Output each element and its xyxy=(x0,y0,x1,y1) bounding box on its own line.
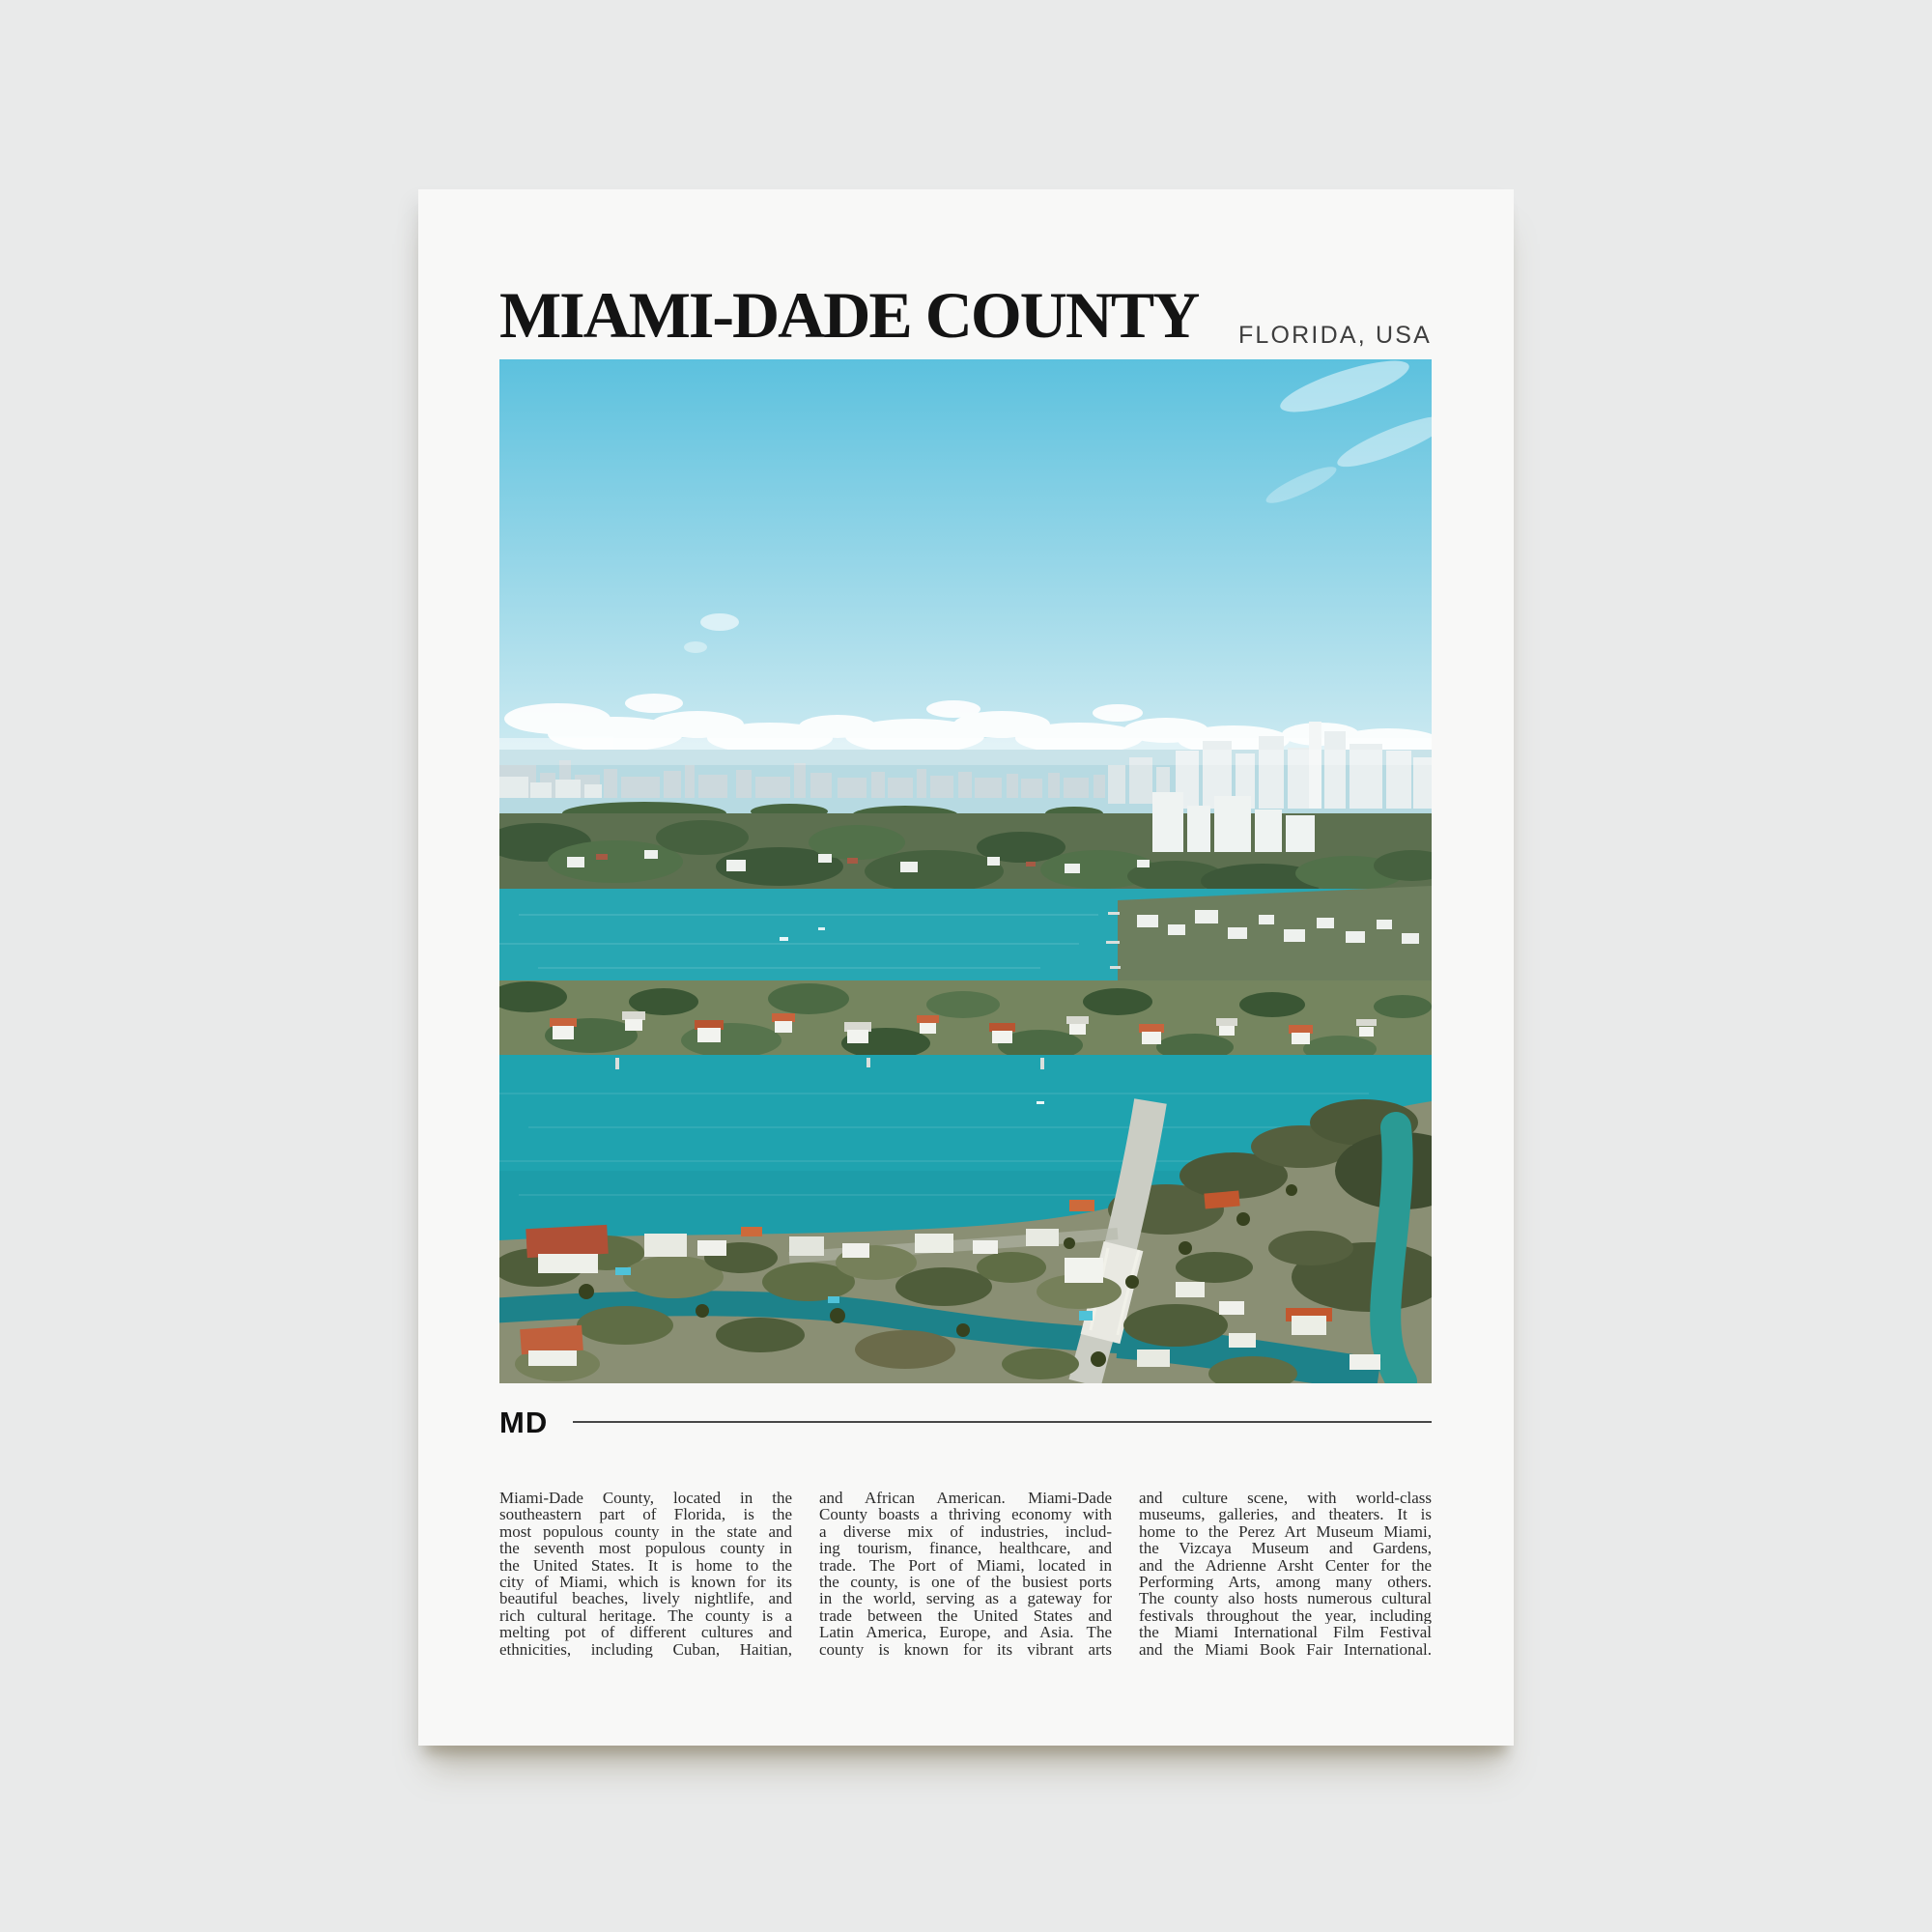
right-canal xyxy=(1385,1127,1402,1381)
location-abbreviation: MD xyxy=(499,1405,549,1439)
poster-location: FLORIDA, USA xyxy=(1237,322,1432,349)
travel-poster xyxy=(418,189,1514,1746)
photo-water-band xyxy=(499,886,1432,992)
divider-row xyxy=(499,1405,1432,1439)
article-column-2: and African American. Miami-Dade County boasts a thriving economy with a diverse mix of industries, includ- ing tourism, finance, healthcare, and trade. The Port of Miami, located in the county, is one of the busiest ports in the world, serving as a gateway for trade between the United States and Latin America, Europe, and Asia. The county is known for its vibrant arts xyxy=(819,1490,1112,1658)
photo-sky xyxy=(499,359,1432,759)
photo-residential-strip xyxy=(499,980,1432,1063)
aerial-photo-art xyxy=(499,359,1432,1383)
divider-rule xyxy=(573,1421,1432,1423)
article-columns xyxy=(499,1490,1432,1658)
article-column-1: Miami-Dade County, located in the southeastern part of Florida, is the most populous county in the state and the seventh most populous county in the United States. It is home to the city of Miami, which is known for its beautiful beaches, lively nightlife, and rich cultural heritage. The county is a melting pot of different cultures and ethnicities, including Cuban, Haitian, xyxy=(499,1490,792,1658)
aerial-photo xyxy=(499,359,1432,1383)
poster-title: MIAMI-DADE COUNTY xyxy=(499,278,1199,352)
article-column-3: and culture scene, with world-class museums, galleries, and theaters. It is home to the Perez Art Museum Miami, the Vizcaya Museum and Gardens, and the Adrienne Arsht Center for the Performing Arts, among many others. The county also hosts numerous cultural festivals throughout the year, including the Miami International Film Festival and the Miami Book Fair International. xyxy=(1139,1490,1432,1658)
